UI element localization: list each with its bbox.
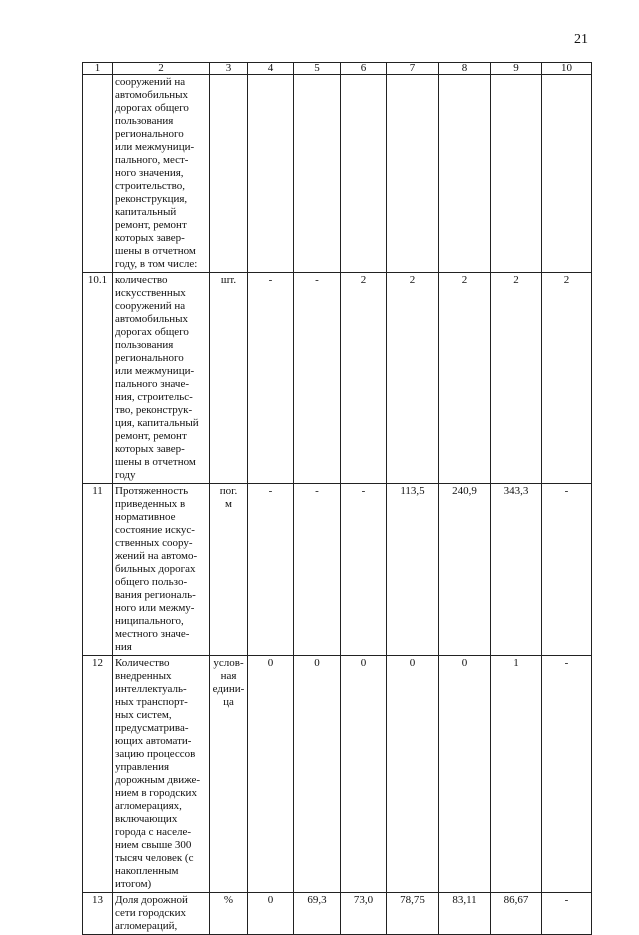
value-cell: 0 [439,656,491,893]
value-cell: 2 [341,273,387,484]
indicator-name-line: нормативное [115,511,176,523]
indicator-name-line: ных систем, [115,709,172,721]
indicator-name-line: вания региональ- [115,589,196,601]
unit-line: едини- [212,683,245,695]
indicator-name [113,656,210,893]
indicator-name-line: количество [115,274,168,286]
row-number: 10.1 [83,273,113,484]
value-cell: 2 [439,273,491,484]
indicator-name-line: общего пользо- [115,576,188,588]
indicator-name-line: которых завер- [115,443,185,455]
indicator-name-line: ния, строительс- [115,391,193,403]
row-number [83,75,113,273]
page-number: 21 [574,32,588,47]
indicator-name-line: тво, реконструк- [115,404,193,416]
value-cell: - [542,893,592,935]
unit-of-measure [210,273,248,484]
value-cell: 0 [248,656,294,893]
value-cell: 1 [491,656,542,893]
indicator-name-line: предусматрива- [115,722,189,734]
table-row [83,484,592,656]
indicator-name-line: ного значения, [115,167,184,179]
row-number: 12 [83,656,113,893]
unit-of-measure [210,75,248,273]
value-cell: 240,9 [439,484,491,656]
indicator-name-line: ремонт, ремонт [115,430,187,442]
indicator-name-line: ющих автомати- [115,735,192,747]
indicator-name-line: ция, капитальный [115,417,199,429]
indicator-name-line: ниципального, [115,615,184,627]
indicator-name-line: году, в том числе: [115,258,198,270]
value-cell: 0 [294,656,341,893]
indicator-name-line: ного или межму- [115,602,195,614]
indicator-name-line: пользования [115,339,174,351]
indicator-name-line: искусственных [115,287,186,299]
value-cell: - [341,484,387,656]
table-header-row [83,63,592,75]
value-cell [248,75,294,273]
indicator-name-line: ния [115,641,132,653]
indicator-name-line: пального, мест- [115,154,189,166]
indicators-table [82,62,592,935]
indicator-name-line: агломераций, [115,920,178,932]
indicator-name-line: приведенных в [115,498,186,510]
indicator-name-line: сооружений на [115,300,186,312]
value-cell: 78,75 [387,893,439,935]
value-cell [491,75,542,273]
value-cell: 2 [491,273,542,484]
indicator-name-line: которых завер- [115,232,185,244]
indicator-name-line: Протяженность [115,485,189,497]
table-row [83,273,592,484]
indicator-name-line: или межмуници- [115,141,195,153]
indicator-name-line: пользования [115,115,174,127]
indicator-name-line: Доля дорожной [115,894,188,906]
value-cell: 0 [341,656,387,893]
value-cell [387,75,439,273]
indicator-name [113,484,210,656]
table-row [83,656,592,893]
value-cell: - [294,484,341,656]
value-cell [294,75,341,273]
unit-line: шт. [220,274,237,286]
value-cell: - [248,484,294,656]
value-cell: 2 [542,273,592,484]
indicator-name-line: тысяч человек (с [115,852,194,864]
unit-line: услов- [213,657,244,669]
column-header: 7 [387,63,439,75]
indicator-name-line: агломерациях, [115,800,182,812]
value-cell: 0 [248,893,294,935]
unit-line: м [225,498,232,510]
indicator-name-line: дорогах общего [115,326,189,338]
indicator-name-line: шены в отчетном [115,456,196,468]
table-row [83,893,592,935]
value-cell [341,75,387,273]
value-cell [542,75,592,273]
value-cell [439,75,491,273]
indicator-name-line: бильных дорогах [115,563,196,575]
unit-line: % [223,894,234,906]
indicator-name [113,893,210,935]
indicator-name-line: дорожным движе- [115,774,201,786]
value-cell: 0 [387,656,439,893]
value-cell: 343,3 [491,484,542,656]
indicator-name-line: ственных соору- [115,537,193,549]
indicator-name-line: внедренных [115,670,172,682]
indicator-name-line: реконструкция, [115,193,188,205]
indicator-name-line: управления [115,761,170,773]
indicator-name-line: итогом) [115,878,152,890]
indicator-name-line: дорогах общего [115,102,189,114]
indicator-name-line: строительство, [115,180,185,192]
value-cell: 86,67 [491,893,542,935]
value-cell: 83,11 [439,893,491,935]
value-cell: - [294,273,341,484]
column-header: 1 [83,63,113,75]
indicator-name-line: капитальный [115,206,177,218]
unit-line: пог. [219,485,238,497]
indicator-name-line: состояние искус- [115,524,195,536]
indicator-name-line: ремонт, ремонт [115,219,187,231]
unit-of-measure [210,484,248,656]
value-cell: - [248,273,294,484]
indicator-name-line: регионального [115,128,184,140]
indicator-name-line: автомобильных [115,89,188,101]
column-header: 4 [248,63,294,75]
unit-line: ная [220,670,237,682]
indicator-name-line: автомобильных [115,313,188,325]
indicator-name [113,75,210,273]
indicator-name-line: или межмуници- [115,365,195,377]
indicator-name-line: нием свыше 300 [115,839,192,851]
row-number: 13 [83,893,113,935]
column-header: 10 [542,63,592,75]
indicator-name-line: накопленным [115,865,179,877]
row-number: 11 [83,484,113,656]
indicator-name-line: сети городских [115,907,186,919]
indicator-name [113,273,210,484]
indicator-name-line: местного значе- [115,628,190,640]
value-cell: 73,0 [341,893,387,935]
indicator-name-line: города с населе- [115,826,191,838]
column-header: 6 [341,63,387,75]
column-header: 3 [210,63,248,75]
indicator-name-line: интеллектуаль- [115,683,187,695]
indicator-name-line: шены в отчетном [115,245,196,257]
indicator-name-line: ных транспорт- [115,696,188,708]
indicator-name-line: регионального [115,352,184,364]
unit-of-measure [210,893,248,935]
indicator-name-line: включающих [115,813,178,825]
column-header: 8 [439,63,491,75]
unit-of-measure [210,656,248,893]
indicator-name-line: нием в городских [115,787,197,799]
unit-line: ца [223,696,234,708]
table-row [83,75,592,273]
indicator-name-line: жений на автомо- [115,550,198,562]
column-header: 9 [491,63,542,75]
column-header: 2 [113,63,210,75]
indicator-name-line: сооружений на [115,76,186,88]
value-cell: 113,5 [387,484,439,656]
value-cell: 69,3 [294,893,341,935]
value-cell: - [542,484,592,656]
value-cell: 2 [387,273,439,484]
indicator-name-line: Количество [115,657,170,669]
indicator-name-line: зацию процессов [115,748,196,760]
value-cell: - [542,656,592,893]
column-header: 5 [294,63,341,75]
indicator-name-line: году [115,469,136,481]
indicator-name-line: пального значе- [115,378,189,390]
